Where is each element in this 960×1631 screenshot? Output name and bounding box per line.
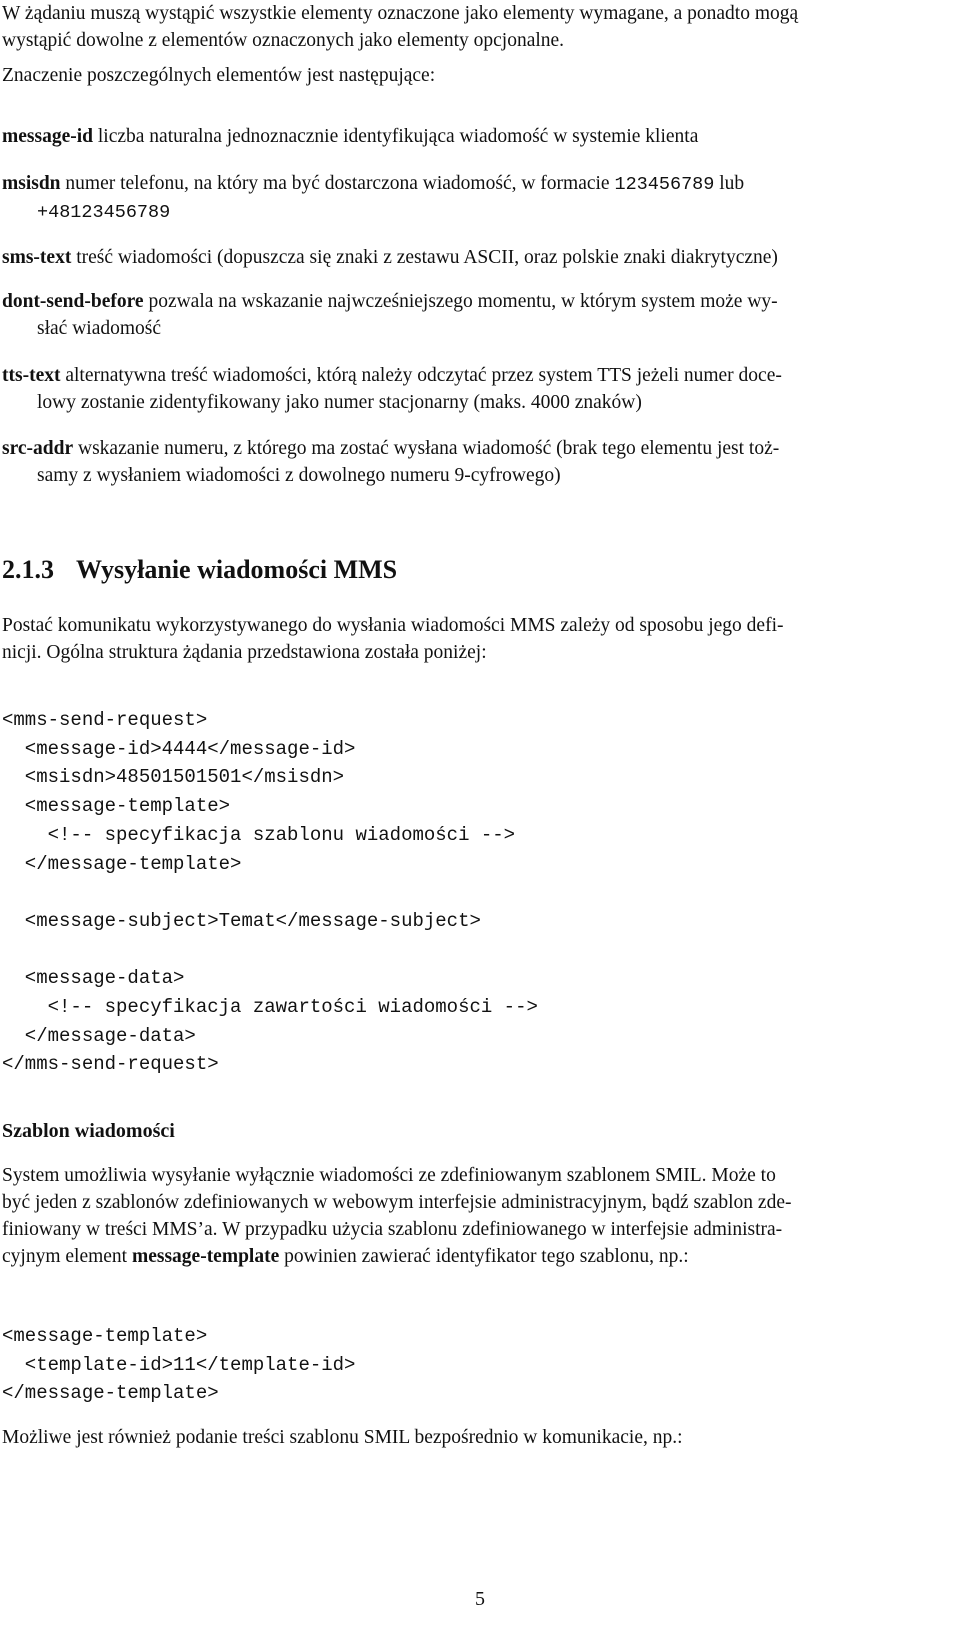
definition-term: tts-text	[2, 365, 61, 386]
definition-desc: wskazanie numeru, z którego ma zostać wysłana wiadomość (brak tego elementu jest toż-	[78, 438, 780, 459]
definition-desc: słać wiadomość	[37, 318, 162, 339]
code-line: </message-template>	[2, 852, 242, 875]
code-line: <msisdn>48501501501</msisdn>	[2, 766, 345, 789]
paragraph-line: finiowany w treści MMS’a. W przypadku użycia szablonu zdefiniowanego w interfejsie administra-	[2, 1219, 783, 1240]
intro-line: W żądaniu muszą wystąpić wszystkie elementy oznaczone jako elementy wymagane, a ponadto mogą	[2, 3, 799, 24]
code-line: <message-data>	[2, 967, 185, 990]
code-block-request	[2, 706, 952, 1079]
template-paragraph	[2, 1162, 952, 1270]
definition-desc: liczba naturalna jednoznacznie identyfikująca wiadomość w systemie klienta	[97, 126, 699, 147]
code-line: <message-template>	[2, 1325, 208, 1347]
definition-desc: numer telefonu, na który ma być dostarczona wiadomość, w formacie	[65, 173, 610, 194]
definition-desc: lub	[719, 173, 745, 194]
paragraph-line: System umożliwia wysyłanie wyłącznie wiadomości ze zdefiniowanym szablonem SMIL. Może to	[2, 1165, 776, 1186]
definition-src-addr	[2, 435, 952, 489]
code-line: <mms-send-request>	[2, 709, 208, 731]
definition-desc: samy z wysłaniem wiadomości z dowolnego numeru 9-cyfrowego)	[37, 465, 561, 486]
code-line: <message-template>	[2, 795, 231, 818]
code-line: </mms-send-request>	[2, 1053, 219, 1076]
section-heading	[2, 554, 952, 586]
definition-sms-text	[2, 244, 952, 271]
paragraph-text: cyjnym element	[2, 1246, 128, 1267]
paragraph-line	[2, 1243, 952, 1270]
closing-paragraph	[2, 1424, 952, 1451]
code-line: <!-- specyfikacja zawartości wiadomości -->	[2, 996, 538, 1019]
definition-term: msisdn	[2, 173, 61, 194]
paragraph-line: Możliwe jest również podanie treści szablonu SMIL bezpośrednio w komunikacie, np.:	[2, 1427, 683, 1448]
paragraph-line: nicji. Ogólna struktura żądania przedstawiona została poniżej:	[2, 642, 487, 663]
definition-msisdn	[2, 170, 952, 226]
definition-dont-send-before	[2, 288, 952, 342]
code-line: <!-- specyfikacja szablonu wiadomości -->	[2, 823, 516, 846]
definition-example: +48123456789	[37, 202, 171, 223]
definition-desc: treść wiadomości (dopuszcza się znaki z zestawu ASCII, oraz polskie znaki diakrytyczne)	[76, 247, 778, 268]
definition-desc: alternatywna treść wiadomości, którą należy odczytać przez system TTS jeżeli numer doce-	[65, 365, 782, 386]
code-line: <message-subject>Temat</message-subject>	[2, 909, 481, 932]
definition-tts-text	[2, 362, 952, 416]
definition-desc: lowy zostanie zidentyfikowany jako numer stacjonarny (maks. 4000 znaków)	[37, 392, 642, 413]
page-number: 5	[475, 1588, 485, 1610]
code-line: <template-id>11</template-id>	[2, 1353, 356, 1376]
intro-line: wystąpić dowolne z elementów oznaczonych jako elementy opcjonalne.	[2, 30, 565, 51]
paragraph-emphasis: message-template	[131, 1246, 280, 1267]
paragraph-text: powinien zawierać identyfikator tego szablonu, np.:	[284, 1246, 689, 1267]
section-title: Wysyłanie wiadomości MMS	[76, 555, 398, 584]
code-line: </message-data>	[2, 1024, 196, 1047]
code-block-template	[2, 1322, 952, 1408]
code-line: <message-id>4444</message-id>	[2, 737, 356, 760]
definition-term: src-addr	[2, 438, 74, 459]
section-number: 2.1.3	[2, 555, 54, 584]
paragraph-line: Postać komunikatu wykorzystywanego do wysłania wiadomości MMS zależy od sposobu jego defi-	[2, 615, 784, 636]
definition-example: 123456789	[614, 174, 715, 195]
code-line	[2, 936, 952, 965]
code-line	[2, 878, 952, 907]
paragraph-line: być jeden z szablonów zdefiniowanych w webowym interfejsie administracyjnym, bądź szablon zde-	[2, 1192, 792, 1213]
intro-paragraph	[2, 0, 952, 54]
definition-desc: pozwala na wskazanie najwcześniejszego momentu, w którym system może wy-	[148, 291, 778, 312]
definition-term: dont-send-before	[2, 291, 144, 312]
section-paragraph	[2, 612, 952, 666]
definition-message-id	[2, 123, 952, 150]
subsection-title: Szablon wiadomości	[2, 1120, 175, 1142]
definition-term: sms-text	[2, 247, 72, 268]
subsection-heading	[2, 1118, 952, 1145]
intro-line: Znaczenie poszczególnych elementów jest następujące:	[2, 65, 436, 86]
intro-lead	[2, 62, 952, 89]
code-line: </message-template>	[2, 1382, 219, 1405]
definition-term: message-id	[2, 126, 93, 147]
